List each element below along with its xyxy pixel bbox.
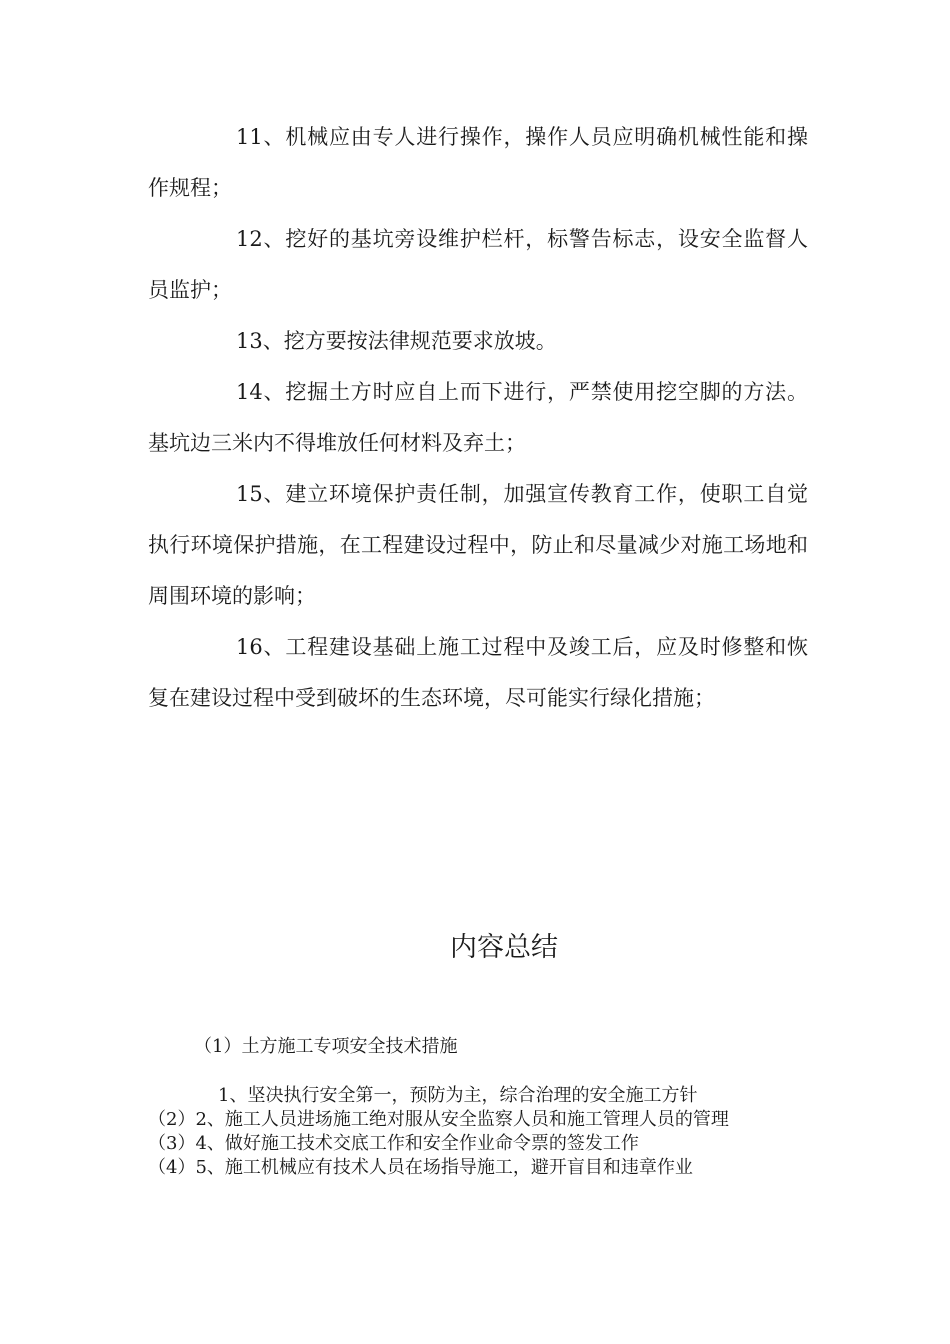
summary-item-4: （4）5、施工机械应有技术人员在场指导施工，避开盲目和违章作业 bbox=[148, 1157, 693, 1178]
paragraph-16: 16、工程建设基础上施工过程中及竣工后，应及时修整和恢复在建设过程中受到破坏的生态环境，尽可能实行绿化措施； bbox=[148, 635, 808, 710]
summary-title: 内容总结 bbox=[450, 932, 558, 963]
summary-section bbox=[148, 1030, 808, 1180]
paragraph-11: 11、机械应由专人进行操作，操作人员应明确机械性能和操作规程； bbox=[148, 125, 808, 200]
paragraph-14: 14、挖掘土方时应自上而下进行，严禁使用挖空脚的方法。基坑边三米内不得堆放任何材料及弃土； bbox=[148, 380, 808, 455]
paragraph-13: 13、挖方要按法律规范要求放坡。 bbox=[236, 329, 557, 353]
summary-heading: （1）土方施工专项安全技术措施 bbox=[194, 1036, 458, 1057]
summary-item-1: 1、坚决执行安全第一，预防为主，综合治理的安全施工方针 bbox=[218, 1085, 698, 1106]
summary-item-3: （3）4、做好施工技术交底工作和安全作业命令票的签发工作 bbox=[148, 1133, 639, 1154]
summary-item-2: （2）2、施工人员进场施工绝对服从安全监察人员和施工管理人员的管理 bbox=[148, 1109, 729, 1130]
body-text bbox=[148, 112, 808, 724]
paragraph-15: 15、建立环境保护责任制，加强宣传教育工作，使职工自觉执行环境保护措施，在工程建设过程中，防止和尽量减少对施工场地和周围环境的影响； bbox=[148, 482, 808, 608]
paragraph-12: 12、挖好的基坑旁设维护栏杆，标警告标志，设安全监督人员监护； bbox=[148, 227, 808, 302]
